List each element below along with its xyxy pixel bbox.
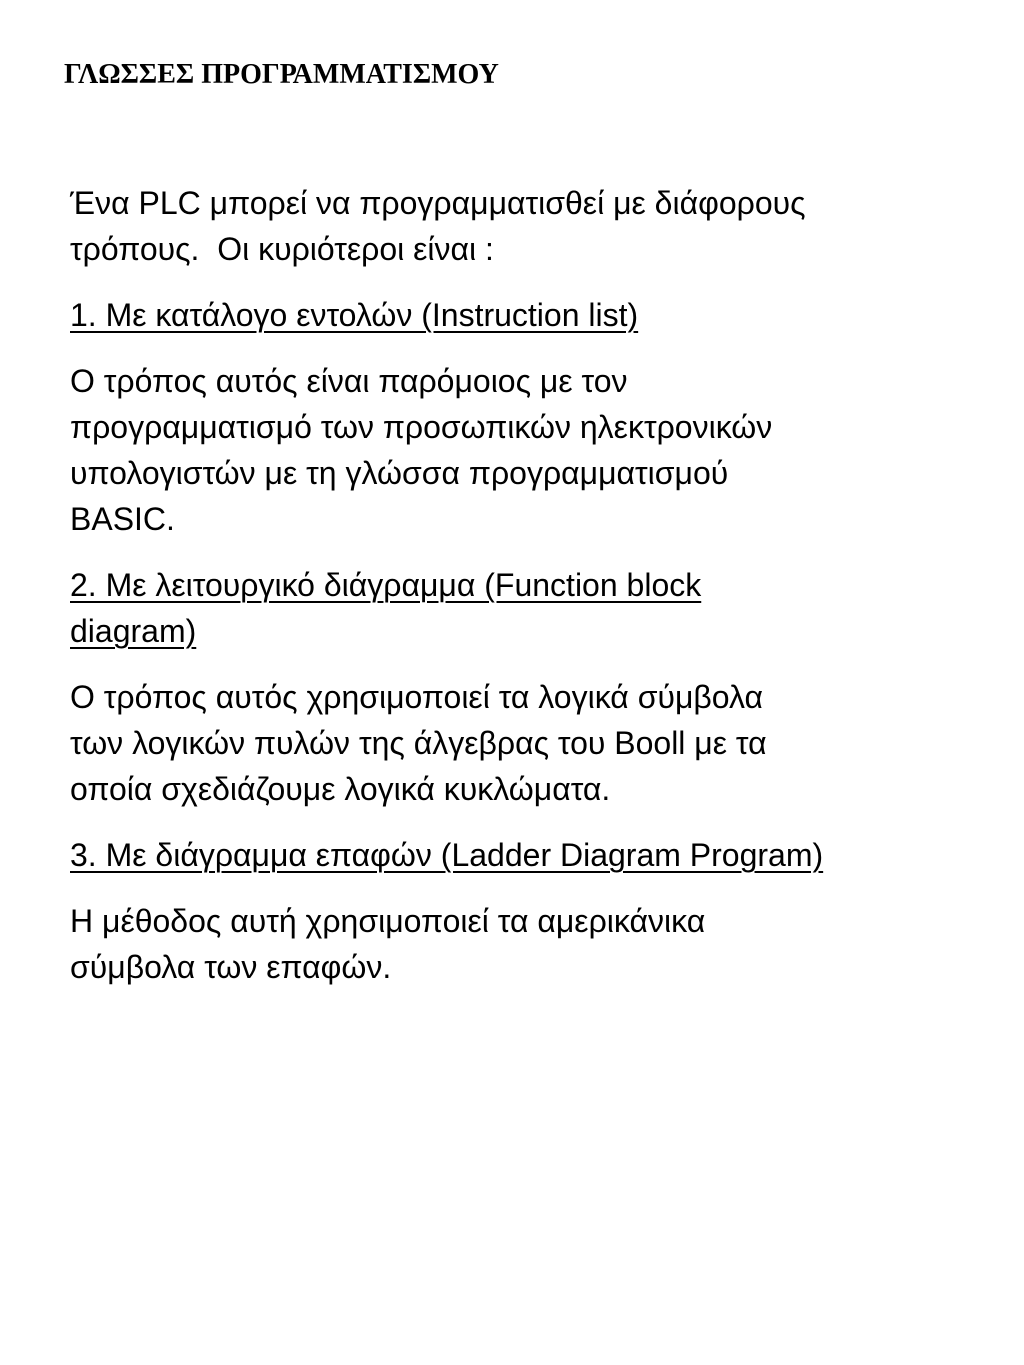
description-line: BASIC. — [70, 501, 175, 537]
description-line: Ο τρόπος αυτός χρησιμοποιεί τα λογικά σύμβολα — [70, 679, 763, 715]
slide-body — [70, 180, 990, 1010]
description-line: προγραμματισμό των προσωπικών ηλεκτρονικών — [70, 409, 773, 445]
method-heading-line: 2. Με λειτουργικό διάγραμμα (Function block — [70, 567, 702, 603]
description-line: Η μέθοδος αυτή χρησιμοποιεί τα αμερικάνικα — [70, 903, 706, 939]
method-heading-line: diagram) — [70, 613, 197, 649]
description-line: Ο τρόπος αυτός είναι παρόμοιος με τον — [70, 363, 628, 399]
intro-line: Ένα PLC μπορεί να προγραμματισθεί με διάφορους — [70, 185, 806, 221]
description-line: σύμβολα των επαφών. — [70, 949, 392, 985]
method-1-heading — [70, 292, 990, 338]
method-heading-line: 1. Με κατάλογο εντολών (Instruction list) — [70, 297, 639, 333]
description-line: των λογικών πυλών της άλγεβρας του Booll με τα — [70, 725, 767, 761]
method-1-description — [70, 358, 990, 542]
method-2-description — [70, 674, 990, 812]
method-2-heading — [70, 562, 990, 654]
intro-paragraph — [70, 180, 990, 272]
slide-title: ΓΛΩΣΣΕΣ ΠΡΟΓΡΑΜΜΑΤΙΣΜΟΥ — [64, 59, 499, 90]
intro-line: τρόπους. Οι κυριότεροι είναι : — [70, 231, 494, 267]
description-line: υπολογιστών με τη γλώσσα προγραμματισμού — [70, 455, 729, 491]
method-heading-line: 3. Με διάγραμμα επαφών (Ladder Diagram Program) — [70, 837, 824, 873]
method-3-heading — [70, 832, 990, 878]
description-line: οποία σχεδιάζουμε λογικά κυκλώματα. — [70, 771, 611, 807]
method-3-description — [70, 898, 990, 990]
